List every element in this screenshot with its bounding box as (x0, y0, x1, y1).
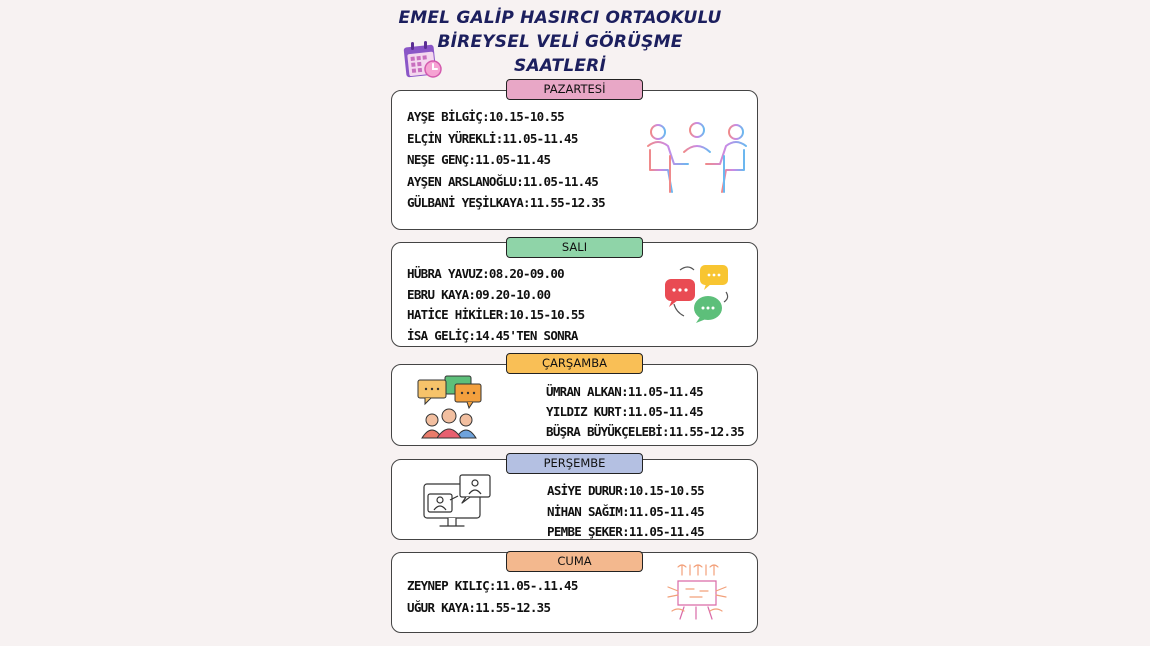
entry-line: ÜMRAN ALKAN:11.05-11.45 (546, 384, 703, 399)
entry-line: YILDIZ KURT:11.05-11.45 (546, 404, 703, 419)
day-label-pazartesi: PAZARTESİ (506, 79, 643, 100)
day-label-sali: SALI (506, 237, 643, 258)
entry-line: AYŞEN ARSLANOĞLU:11.05-11.45 (407, 173, 599, 189)
video-call-monitor-icon (420, 472, 494, 532)
entries-sali (407, 266, 584, 348)
entry-line: NİHAN SAĞIM:11.05-11.45 (547, 503, 704, 519)
entry-line: HÜBRA YAVUZ:08.20-09.00 (407, 266, 564, 281)
page-title (395, 6, 725, 78)
entries-carsamba (546, 384, 744, 444)
entry-line: NEŞE GENÇ:11.05-11.45 (407, 152, 551, 167)
entry-line: EBRU KAYA:09.20-10.00 (407, 286, 551, 302)
day-label-carsamba: ÇARŞAMBA (506, 353, 643, 374)
entry-line: ASİYE DURUR:10.15-10.55 (547, 483, 704, 498)
title-line-2: BİREYSEL VELİ GÖRÜŞME (437, 32, 683, 52)
entries-pazartesi (407, 109, 605, 217)
entry-line: UĞUR KAYA:11.55-12.35 (407, 600, 551, 615)
entry-line: HATİCE HİKİLER:10.15-10.55 (407, 307, 585, 322)
entry-line: ZEYNEP KILIÇ:11.05-.11.45 (407, 578, 578, 593)
group-discussion-icon (415, 374, 485, 440)
day-label-persembe: PERŞEMBE (506, 453, 643, 474)
entry-line: PEMBE ŞEKER:11.05-11.45 (547, 524, 704, 539)
entry-line: İSA GELİÇ:14.45'TEN SONRA (407, 327, 578, 343)
title-line-3: SAATLERİ (514, 56, 606, 76)
meeting-table-icon (664, 561, 730, 623)
entries-persembe (547, 483, 704, 545)
calendar-icon (402, 40, 444, 80)
title-line-1: EMEL GALİP HASIRCI ORTAOKULU (398, 8, 722, 28)
chat-bubbles-icon (660, 262, 734, 326)
entry-line: GÜLBANİ YEŞİLKAYA:11.55-12.35 (407, 195, 605, 210)
people-at-table-icon (640, 120, 755, 196)
entry-line: ELÇİN YÜREKLİ:11.05-11.45 (407, 130, 578, 146)
entry-line: AYŞE BİLGİÇ:10.15-10.55 (407, 109, 564, 124)
day-label-cuma: CUMA (506, 551, 643, 572)
entries-cuma (407, 578, 578, 622)
entry-line: BÜŞRA BÜYÜKÇELEBİ:11.55-12.35 (546, 424, 744, 439)
